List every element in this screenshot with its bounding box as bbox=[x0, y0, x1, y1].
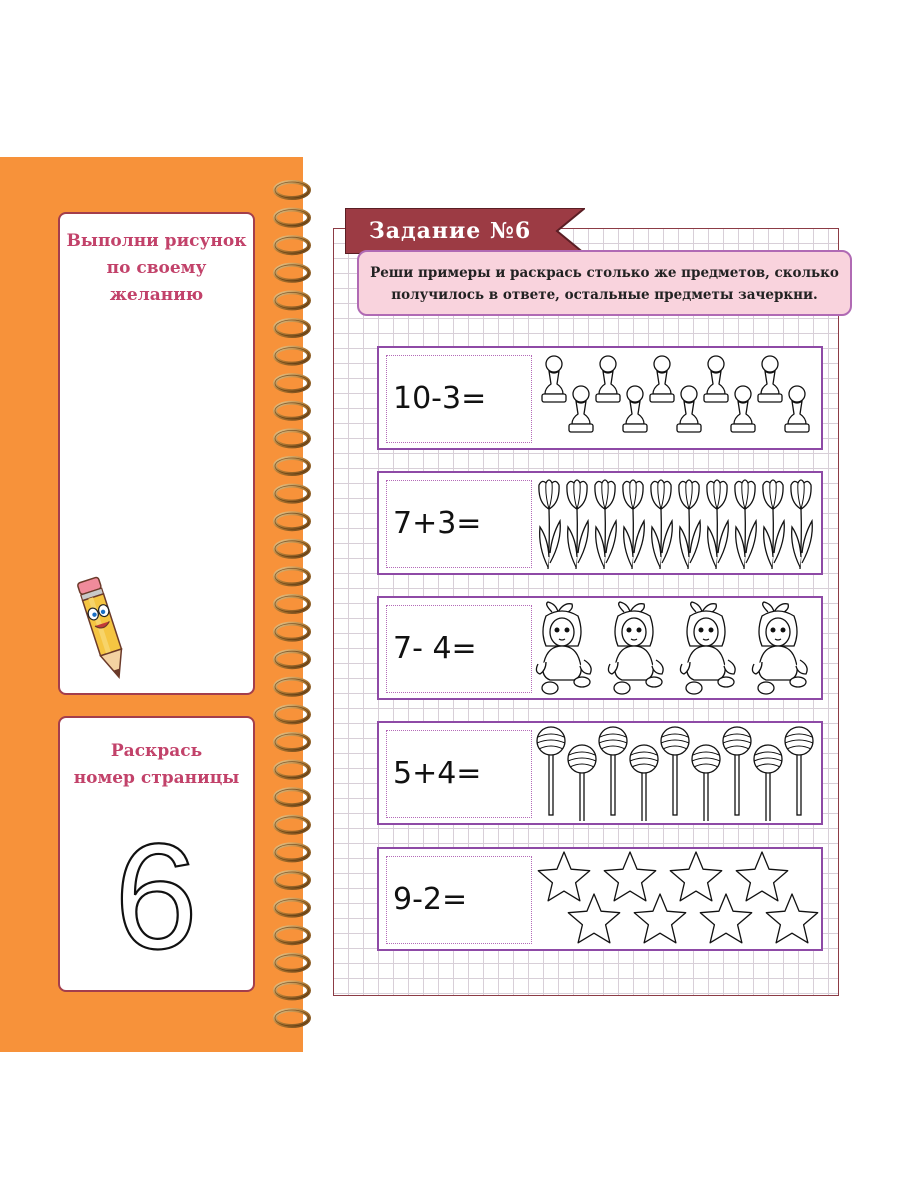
task-row bbox=[377, 847, 823, 951]
page-number-digit: 6 bbox=[114, 820, 198, 960]
spiral-binding bbox=[270, 176, 320, 1036]
task-expression: 10-3= bbox=[393, 380, 487, 416]
task-instruction: Реши примеры и раскрась столько же предметов, сколько получилось в ответе, остальные предметы зачеркни. bbox=[357, 250, 852, 316]
task-row bbox=[377, 596, 823, 700]
task-expression: 7- 4= bbox=[393, 630, 477, 666]
doll-icon bbox=[534, 600, 821, 696]
pencil-mascot-icon bbox=[72, 568, 132, 683]
page-number-card-title: Раскрась номер страницы bbox=[73, 741, 240, 788]
pawn-icon bbox=[534, 350, 821, 446]
task-banner-title: Задание №6 bbox=[368, 218, 532, 244]
lollipop-icon bbox=[534, 725, 821, 821]
tulip-icon bbox=[534, 475, 821, 571]
task-expression: 5+4= bbox=[393, 755, 482, 791]
star-icon bbox=[534, 851, 821, 947]
draw-card-title: Выполни рисунок по своему желанию bbox=[66, 231, 247, 305]
task-expression: 7+3= bbox=[393, 505, 482, 541]
page-number-outline bbox=[60, 820, 252, 960]
task-row bbox=[377, 721, 823, 825]
task-expression: 9-2= bbox=[393, 881, 468, 917]
task-row bbox=[377, 346, 823, 450]
task-row bbox=[377, 471, 823, 575]
